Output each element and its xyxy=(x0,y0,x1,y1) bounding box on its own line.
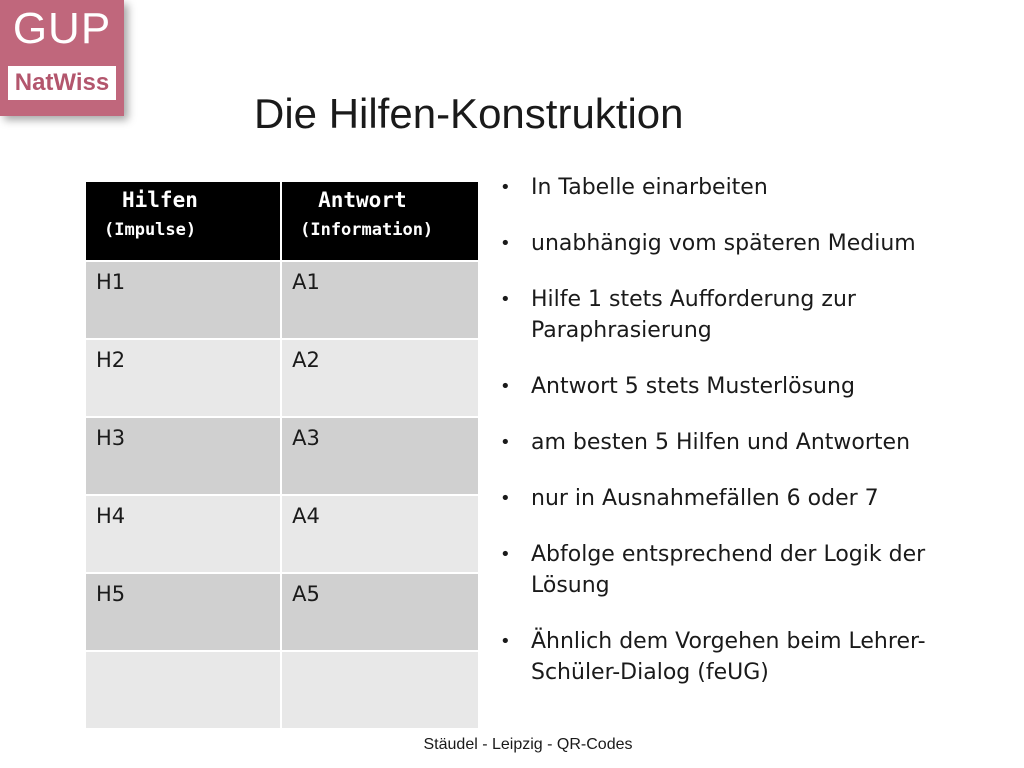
column-header-label: Hilfen xyxy=(122,188,198,212)
table-row xyxy=(85,417,479,495)
column-header-label: Antwort xyxy=(318,188,407,212)
table-cell xyxy=(281,651,479,729)
table-cell: H5 xyxy=(85,573,281,651)
bullet-text: am besten 5 Hilfen und Antworten xyxy=(531,430,911,455)
table-cell: H2 xyxy=(85,339,281,417)
logo-text-bottom: NatWiss xyxy=(8,66,116,100)
column-header-antwort xyxy=(281,181,479,261)
bullet-text: Ähnlich dem Vorgehen beim Lehrer-Schüler-Dialog (feUG) xyxy=(531,629,926,685)
table-row xyxy=(85,495,479,573)
bullet-item xyxy=(500,172,1010,203)
logo-text-top: GUP xyxy=(12,4,112,53)
bullet-text: In Tabelle einarbeiten xyxy=(531,175,768,200)
bullet-icon: • xyxy=(500,432,511,453)
table-cell: A3 xyxy=(281,417,479,495)
table-cell: H1 xyxy=(85,261,281,339)
table-cell: A2 xyxy=(281,339,479,417)
table-cell: H3 xyxy=(85,417,281,495)
table-cell: A4 xyxy=(281,495,479,573)
bullet-text: Hilfe 1 stets Aufforderung zur Paraphrasierung xyxy=(531,287,856,343)
table-row xyxy=(85,261,479,339)
table-header-row xyxy=(85,181,479,261)
bullet-item xyxy=(500,228,1010,259)
bullet-icon: • xyxy=(500,544,511,565)
column-header-hilfen xyxy=(85,181,281,261)
bullet-list xyxy=(500,172,1010,713)
bullet-icon: • xyxy=(500,631,511,652)
bullet-item xyxy=(500,626,1010,688)
bullet-item xyxy=(500,371,1010,402)
bullet-item xyxy=(500,483,1010,514)
table-row xyxy=(85,339,479,417)
table-cell xyxy=(85,651,281,729)
table-cell: A1 xyxy=(281,261,479,339)
bullet-item xyxy=(500,427,1010,458)
column-header-sublabel: (Information) xyxy=(300,220,434,240)
bullet-text: Antwort 5 stets Musterlösung xyxy=(531,374,855,399)
bullet-icon: • xyxy=(500,289,511,310)
hilfen-table xyxy=(84,180,480,730)
slide-footer: Stäudel - Leipzig - QR-Codes xyxy=(423,736,633,753)
bullet-icon: • xyxy=(500,177,511,198)
table-row xyxy=(85,651,479,729)
bullet-text: unabhängig vom späteren Medium xyxy=(531,231,916,256)
bullet-text: Abfolge entsprechend der Logik der Lösung xyxy=(531,542,926,598)
bullet-item xyxy=(500,539,1010,601)
bullet-item xyxy=(500,284,1010,346)
bullet-icon: • xyxy=(500,376,511,397)
bullet-text: nur in Ausnahmefällen 6 oder 7 xyxy=(531,486,879,511)
column-header-sublabel: (Impulse) xyxy=(104,220,197,240)
bullet-icon: • xyxy=(500,233,511,254)
table-cell: H4 xyxy=(85,495,281,573)
slide-title: Die Hilfen-Konstruktion xyxy=(254,90,684,137)
gup-natwiss-logo xyxy=(0,0,124,116)
table-cell: A5 xyxy=(281,573,479,651)
bullet-icon: • xyxy=(500,488,511,509)
table-row xyxy=(85,573,479,651)
